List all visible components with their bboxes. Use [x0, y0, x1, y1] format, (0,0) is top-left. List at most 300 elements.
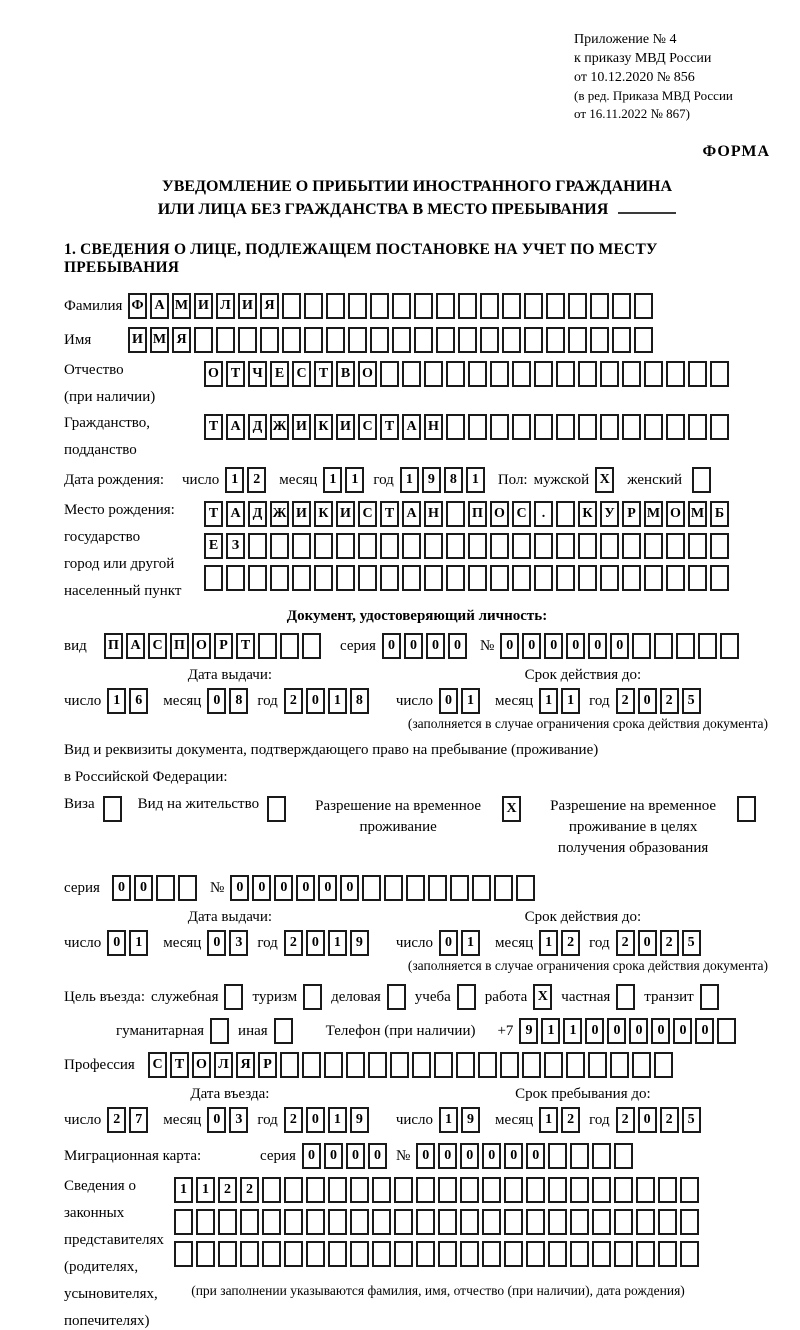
char-cell-filled[interactable]: 8 [229, 688, 248, 714]
char-cell-empty[interactable] [654, 1052, 673, 1078]
char-cell-filled[interactable]: 1 [328, 1107, 347, 1133]
char-cell-filled[interactable]: 0 [526, 1143, 545, 1169]
char-cell-empty[interactable] [370, 293, 389, 319]
char-cell-filled[interactable]: . [534, 501, 553, 527]
char-cell-empty[interactable] [402, 361, 421, 387]
char-cell-empty[interactable] [612, 327, 631, 353]
char-cell-filled[interactable]: Ж [270, 501, 289, 527]
char-cell-filled[interactable]: 0 [448, 633, 467, 659]
char-cell-filled[interactable]: Т [170, 1052, 189, 1078]
char-cell-empty[interactable] [600, 361, 619, 387]
char-cell-filled[interactable]: О [192, 1052, 211, 1078]
char-cell-empty[interactable] [324, 1052, 343, 1078]
char-cell-filled[interactable]: 1 [400, 467, 419, 493]
char-cell-filled[interactable]: И [194, 293, 213, 319]
char-cell-empty[interactable] [438, 1209, 457, 1235]
char-cell-empty[interactable] [622, 565, 641, 591]
char-cell-empty[interactable] [436, 327, 455, 353]
char-cell-empty[interactable] [700, 984, 719, 1010]
char-cell-empty[interactable] [590, 327, 609, 353]
char-cell-filled[interactable]: Ч [248, 361, 267, 387]
char-cell-empty[interactable] [306, 1209, 325, 1235]
char-cell-empty[interactable] [394, 1209, 413, 1235]
char-cell-empty[interactable] [710, 565, 729, 591]
char-cell-filled[interactable]: Р [258, 1052, 277, 1078]
char-cell-empty[interactable] [592, 1177, 611, 1203]
char-cell-filled[interactable]: У [600, 501, 619, 527]
char-cell-empty[interactable] [414, 327, 433, 353]
char-cell-empty[interactable] [600, 565, 619, 591]
char-cell-filled[interactable]: 2 [284, 1107, 303, 1133]
char-cell-empty[interactable] [737, 796, 756, 822]
char-cell-empty[interactable] [392, 327, 411, 353]
char-cell-empty[interactable] [556, 565, 575, 591]
char-cell-empty[interactable] [592, 1241, 611, 1267]
char-cell-empty[interactable] [412, 1052, 431, 1078]
char-cell-filled[interactable]: Т [204, 414, 223, 440]
char-cell-empty[interactable] [258, 633, 277, 659]
char-cell-empty[interactable] [456, 1052, 475, 1078]
char-cell-filled[interactable]: И [292, 501, 311, 527]
char-cell-filled[interactable]: 0 [207, 688, 226, 714]
char-cell-filled[interactable]: 9 [350, 1107, 369, 1133]
char-cell-empty[interactable] [614, 1209, 633, 1235]
char-cell-filled[interactable]: М [688, 501, 707, 527]
char-cell-empty[interactable] [482, 1177, 501, 1203]
char-cell-empty[interactable] [446, 361, 465, 387]
char-cell-filled[interactable]: Н [424, 414, 443, 440]
char-cell-filled[interactable]: 0 [296, 875, 315, 901]
char-cell-empty[interactable] [468, 361, 487, 387]
char-cell-filled[interactable]: 1 [107, 688, 126, 714]
char-cell-empty[interactable] [658, 1209, 677, 1235]
char-cell-empty[interactable] [226, 565, 245, 591]
char-cell-filled[interactable]: 0 [382, 633, 401, 659]
char-cell-empty[interactable] [516, 875, 535, 901]
char-cell-filled[interactable]: 1 [345, 467, 364, 493]
char-cell-filled[interactable]: Е [270, 361, 289, 387]
char-cell-filled[interactable]: Р [214, 633, 233, 659]
char-cell-empty[interactable] [262, 1177, 281, 1203]
char-cell-filled[interactable]: 1 [461, 930, 480, 956]
char-cell-empty[interactable] [372, 1241, 391, 1267]
char-cell-filled[interactable]: 2 [660, 688, 679, 714]
char-cell-filled[interactable]: Д [248, 414, 267, 440]
char-cell-empty[interactable] [570, 1143, 589, 1169]
char-cell-filled[interactable]: Ф [128, 293, 147, 319]
char-cell-filled[interactable]: М [150, 327, 169, 353]
char-cell-empty[interactable] [570, 1177, 589, 1203]
char-cell-filled[interactable]: 1 [539, 930, 558, 956]
char-cell-empty[interactable] [280, 633, 299, 659]
char-cell-empty[interactable] [348, 327, 367, 353]
char-cell-filled[interactable]: 0 [134, 875, 153, 901]
char-cell-empty[interactable] [482, 1209, 501, 1235]
char-cell-filled[interactable]: 1 [561, 688, 580, 714]
char-cell-empty[interactable] [458, 293, 477, 319]
char-cell-empty[interactable] [658, 1177, 677, 1203]
char-cell-filled[interactable]: 0 [439, 930, 458, 956]
char-cell-filled[interactable]: 0 [306, 1107, 325, 1133]
char-cell-empty[interactable] [314, 533, 333, 559]
char-cell-filled[interactable]: 2 [616, 1107, 635, 1133]
char-cell-filled[interactable]: 0 [607, 1018, 626, 1044]
char-cell-empty[interactable] [644, 533, 663, 559]
char-cell-empty[interactable] [534, 565, 553, 591]
char-cell-empty[interactable] [600, 533, 619, 559]
char-cell-empty[interactable] [460, 1241, 479, 1267]
char-cell-filled[interactable]: А [226, 414, 245, 440]
char-cell-empty[interactable] [348, 293, 367, 319]
char-cell-filled[interactable]: 0 [651, 1018, 670, 1044]
char-cell-filled[interactable]: 0 [324, 1143, 343, 1169]
char-cell-empty[interactable] [346, 1052, 365, 1078]
char-cell-empty[interactable] [302, 1052, 321, 1078]
char-cell-filled[interactable]: 5 [682, 930, 701, 956]
char-cell-filled[interactable]: 0 [439, 688, 458, 714]
char-cell-filled[interactable]: А [126, 633, 145, 659]
char-cell-filled[interactable]: 0 [302, 1143, 321, 1169]
char-cell-empty[interactable] [472, 875, 491, 901]
char-cell-empty[interactable] [304, 327, 323, 353]
char-cell-filled[interactable]: 0 [274, 875, 293, 901]
char-cell-filled[interactable]: Т [226, 361, 245, 387]
char-cell-empty[interactable] [292, 533, 311, 559]
char-cell-empty[interactable] [526, 1209, 545, 1235]
char-cell-filled[interactable]: 5 [682, 688, 701, 714]
char-cell-filled[interactable]: 0 [306, 688, 325, 714]
char-cell-empty[interactable] [512, 414, 531, 440]
char-cell-empty[interactable] [284, 1241, 303, 1267]
char-cell-empty[interactable] [284, 1209, 303, 1235]
char-cell-filled[interactable]: 1 [539, 688, 558, 714]
char-cell-filled[interactable]: С [358, 414, 377, 440]
char-cell-filled[interactable]: 2 [218, 1177, 237, 1203]
char-cell-filled[interactable]: X [502, 796, 521, 822]
char-cell-empty[interactable] [446, 501, 465, 527]
char-cell-empty[interactable] [570, 1241, 589, 1267]
char-cell-filled[interactable]: Н [424, 501, 443, 527]
char-cell-filled[interactable]: А [226, 501, 245, 527]
char-cell-empty[interactable] [370, 327, 389, 353]
char-cell-empty[interactable] [636, 1209, 655, 1235]
char-cell-empty[interactable] [336, 533, 355, 559]
char-cell-filled[interactable]: 2 [561, 1107, 580, 1133]
char-cell-empty[interactable] [568, 327, 587, 353]
char-cell-filled[interactable]: 0 [504, 1143, 523, 1169]
char-cell-filled[interactable]: 0 [230, 875, 249, 901]
char-cell-filled[interactable]: А [150, 293, 169, 319]
char-cell-empty[interactable] [262, 1241, 281, 1267]
char-cell-filled[interactable]: Т [314, 361, 333, 387]
char-cell-filled[interactable]: О [358, 361, 377, 387]
char-cell-empty[interactable] [416, 1241, 435, 1267]
char-cell-filled[interactable]: 0 [207, 930, 226, 956]
char-cell-empty[interactable] [692, 467, 711, 493]
char-cell-filled[interactable]: 8 [444, 467, 463, 493]
char-cell-empty[interactable] [238, 327, 257, 353]
char-cell-empty[interactable] [416, 1177, 435, 1203]
char-cell-filled[interactable]: 3 [229, 1107, 248, 1133]
char-cell-filled[interactable]: Т [236, 633, 255, 659]
char-cell-empty[interactable] [688, 414, 707, 440]
char-cell-empty[interactable] [480, 327, 499, 353]
char-cell-filled[interactable]: 2 [660, 1107, 679, 1133]
char-cell-empty[interactable] [592, 1209, 611, 1235]
char-cell-filled[interactable]: К [314, 414, 333, 440]
char-cell-filled[interactable]: 2 [660, 930, 679, 956]
char-cell-filled[interactable]: 1 [196, 1177, 215, 1203]
char-cell-filled[interactable]: 0 [638, 1107, 657, 1133]
char-cell-empty[interactable] [680, 1241, 699, 1267]
char-cell-empty[interactable] [482, 1241, 501, 1267]
char-cell-empty[interactable] [224, 984, 243, 1010]
char-cell-empty[interactable] [524, 327, 543, 353]
char-cell-filled[interactable]: 0 [673, 1018, 692, 1044]
char-cell-filled[interactable]: Б [710, 501, 729, 527]
char-cell-empty[interactable] [438, 1177, 457, 1203]
char-cell-empty[interactable] [368, 1052, 387, 1078]
char-cell-empty[interactable] [358, 533, 377, 559]
char-cell-empty[interactable] [384, 875, 403, 901]
char-cell-empty[interactable] [274, 1018, 293, 1044]
char-cell-filled[interactable]: Я [260, 293, 279, 319]
char-cell-empty[interactable] [204, 565, 223, 591]
char-cell-empty[interactable] [248, 565, 267, 591]
char-cell-empty[interactable] [267, 796, 286, 822]
char-cell-filled[interactable]: 0 [107, 930, 126, 956]
char-cell-empty[interactable] [387, 984, 406, 1010]
char-cell-empty[interactable] [260, 327, 279, 353]
char-cell-filled[interactable]: О [204, 361, 223, 387]
char-cell-filled[interactable]: 1 [129, 930, 148, 956]
char-cell-empty[interactable] [546, 293, 565, 319]
char-cell-filled[interactable]: 0 [638, 688, 657, 714]
char-cell-filled[interactable]: 2 [247, 467, 266, 493]
char-cell-empty[interactable] [698, 633, 717, 659]
char-cell-empty[interactable] [468, 533, 487, 559]
char-cell-empty[interactable] [174, 1209, 193, 1235]
char-cell-empty[interactable] [446, 533, 465, 559]
char-cell-empty[interactable] [666, 533, 685, 559]
char-cell-empty[interactable] [390, 1052, 409, 1078]
char-cell-empty[interactable] [282, 293, 301, 319]
char-cell-filled[interactable]: М [172, 293, 191, 319]
char-cell-empty[interactable] [556, 501, 575, 527]
char-cell-empty[interactable] [512, 361, 531, 387]
char-cell-filled[interactable]: 2 [616, 688, 635, 714]
char-cell-empty[interactable] [644, 565, 663, 591]
char-cell-empty[interactable] [270, 565, 289, 591]
char-cell-empty[interactable] [424, 361, 443, 387]
char-cell-empty[interactable] [196, 1241, 215, 1267]
char-cell-filled[interactable]: 0 [340, 875, 359, 901]
char-cell-empty[interactable] [490, 361, 509, 387]
char-cell-empty[interactable] [490, 533, 509, 559]
char-cell-empty[interactable] [156, 875, 175, 901]
char-cell-filled[interactable]: 2 [240, 1177, 259, 1203]
char-cell-empty[interactable] [614, 1241, 633, 1267]
char-cell-filled[interactable]: С [148, 1052, 167, 1078]
char-cell-empty[interactable] [414, 293, 433, 319]
char-cell-filled[interactable]: 1 [323, 467, 342, 493]
char-cell-filled[interactable]: Я [236, 1052, 255, 1078]
char-cell-empty[interactable] [590, 293, 609, 319]
char-cell-empty[interactable] [350, 1209, 369, 1235]
char-cell-empty[interactable] [446, 414, 465, 440]
char-cell-empty[interactable] [178, 875, 197, 901]
char-cell-filled[interactable]: 8 [350, 688, 369, 714]
char-cell-filled[interactable]: Е [204, 533, 223, 559]
char-cell-filled[interactable]: 0 [544, 633, 563, 659]
char-cell-filled[interactable]: 0 [404, 633, 423, 659]
char-cell-empty[interactable] [450, 875, 469, 901]
char-cell-empty[interactable] [502, 293, 521, 319]
char-cell-empty[interactable] [610, 1052, 629, 1078]
char-cell-empty[interactable] [654, 633, 673, 659]
char-cell-filled[interactable]: 0 [588, 633, 607, 659]
char-cell-empty[interactable] [616, 984, 635, 1010]
char-cell-empty[interactable] [328, 1241, 347, 1267]
char-cell-empty[interactable] [634, 293, 653, 319]
char-cell-filled[interactable]: И [336, 501, 355, 527]
char-cell-filled[interactable]: К [314, 501, 333, 527]
char-cell-empty[interactable] [512, 533, 531, 559]
char-cell-filled[interactable]: Т [204, 501, 223, 527]
char-cell-filled[interactable]: 0 [610, 633, 629, 659]
char-cell-filled[interactable]: 1 [461, 688, 480, 714]
char-cell-empty[interactable] [302, 633, 321, 659]
char-cell-empty[interactable] [446, 565, 465, 591]
char-cell-empty[interactable] [280, 1052, 299, 1078]
char-cell-filled[interactable]: С [148, 633, 167, 659]
char-cell-filled[interactable]: Ж [270, 414, 289, 440]
char-cell-empty[interactable] [210, 1018, 229, 1044]
char-cell-filled[interactable]: 1 [328, 930, 347, 956]
char-cell-filled[interactable]: 0 [346, 1143, 365, 1169]
char-cell-filled[interactable]: С [512, 501, 531, 527]
char-cell-empty[interactable] [666, 361, 685, 387]
char-cell-filled[interactable]: 6 [129, 688, 148, 714]
char-cell-empty[interactable] [306, 1177, 325, 1203]
char-cell-empty[interactable] [680, 1209, 699, 1235]
char-cell-empty[interactable] [194, 327, 213, 353]
char-cell-empty[interactable] [468, 414, 487, 440]
char-cell-filled[interactable]: Т [380, 501, 399, 527]
char-cell-empty[interactable] [566, 1052, 585, 1078]
char-cell-filled[interactable]: 0 [522, 633, 541, 659]
char-cell-empty[interactable] [568, 293, 587, 319]
char-cell-empty[interactable] [680, 1177, 699, 1203]
char-cell-empty[interactable] [622, 533, 641, 559]
char-cell-empty[interactable] [570, 1209, 589, 1235]
char-cell-filled[interactable]: 9 [519, 1018, 538, 1044]
char-cell-filled[interactable]: Д [248, 501, 267, 527]
char-cell-empty[interactable] [548, 1143, 567, 1169]
char-cell-empty[interactable] [622, 414, 641, 440]
char-cell-empty[interactable] [636, 1241, 655, 1267]
char-cell-filled[interactable]: Р [622, 501, 641, 527]
char-cell-filled[interactable]: 9 [350, 930, 369, 956]
char-cell-filled[interactable]: Я [172, 327, 191, 353]
char-cell-empty[interactable] [592, 1143, 611, 1169]
char-cell-empty[interactable] [632, 1052, 651, 1078]
char-cell-filled[interactable]: О [192, 633, 211, 659]
char-cell-empty[interactable] [270, 533, 289, 559]
char-cell-empty[interactable] [534, 414, 553, 440]
char-cell-empty[interactable] [556, 533, 575, 559]
char-cell-empty[interactable] [406, 875, 425, 901]
char-cell-filled[interactable]: С [292, 361, 311, 387]
char-cell-filled[interactable]: П [170, 633, 189, 659]
char-cell-empty[interactable] [292, 565, 311, 591]
char-cell-empty[interactable] [526, 1177, 545, 1203]
char-cell-filled[interactable]: 0 [500, 633, 519, 659]
char-cell-empty[interactable] [350, 1241, 369, 1267]
char-cell-empty[interactable] [688, 565, 707, 591]
char-cell-filled[interactable]: 0 [638, 930, 657, 956]
char-cell-empty[interactable] [424, 565, 443, 591]
char-cell-empty[interactable] [710, 533, 729, 559]
char-cell-filled[interactable]: 0 [460, 1143, 479, 1169]
char-cell-empty[interactable] [490, 565, 509, 591]
char-cell-filled[interactable]: 0 [252, 875, 271, 901]
char-cell-filled[interactable]: 0 [368, 1143, 387, 1169]
char-cell-filled[interactable]: Т [380, 414, 399, 440]
char-cell-filled[interactable]: 0 [695, 1018, 714, 1044]
char-cell-filled[interactable]: А [402, 501, 421, 527]
char-cell-filled[interactable]: 0 [112, 875, 131, 901]
char-cell-empty[interactable] [362, 875, 381, 901]
char-cell-empty[interactable] [428, 875, 447, 901]
char-cell-empty[interactable] [600, 414, 619, 440]
char-cell-empty[interactable] [578, 533, 597, 559]
char-cell-filled[interactable]: 1 [225, 467, 244, 493]
char-cell-filled[interactable]: Л [216, 293, 235, 319]
char-cell-empty[interactable] [262, 1209, 281, 1235]
char-cell-filled[interactable]: 0 [416, 1143, 435, 1169]
char-cell-empty[interactable] [394, 1241, 413, 1267]
char-cell-filled[interactable]: И [336, 414, 355, 440]
char-cell-empty[interactable] [350, 1177, 369, 1203]
char-cell-empty[interactable] [578, 565, 597, 591]
char-cell-empty[interactable] [688, 533, 707, 559]
char-cell-filled[interactable]: Л [214, 1052, 233, 1078]
char-cell-empty[interactable] [556, 361, 575, 387]
char-cell-filled[interactable]: 1 [541, 1018, 560, 1044]
char-cell-filled[interactable]: И [128, 327, 147, 353]
char-cell-filled[interactable]: 1 [539, 1107, 558, 1133]
char-cell-empty[interactable] [174, 1241, 193, 1267]
char-cell-empty[interactable] [534, 533, 553, 559]
char-cell-filled[interactable]: М [644, 501, 663, 527]
char-cell-empty[interactable] [480, 293, 499, 319]
char-cell-empty[interactable] [546, 327, 565, 353]
char-cell-empty[interactable] [304, 293, 323, 319]
char-cell-empty[interactable] [612, 293, 631, 319]
char-cell-filled[interactable]: О [666, 501, 685, 527]
char-cell-filled[interactable]: П [104, 633, 123, 659]
char-cell-empty[interactable] [314, 565, 333, 591]
char-cell-empty[interactable] [717, 1018, 736, 1044]
char-cell-filled[interactable]: А [402, 414, 421, 440]
char-cell-empty[interactable] [240, 1241, 259, 1267]
char-cell-empty[interactable] [372, 1209, 391, 1235]
char-cell-empty[interactable] [328, 1209, 347, 1235]
char-cell-empty[interactable] [524, 293, 543, 319]
char-cell-filled[interactable]: 0 [306, 930, 325, 956]
char-cell-empty[interactable] [710, 361, 729, 387]
